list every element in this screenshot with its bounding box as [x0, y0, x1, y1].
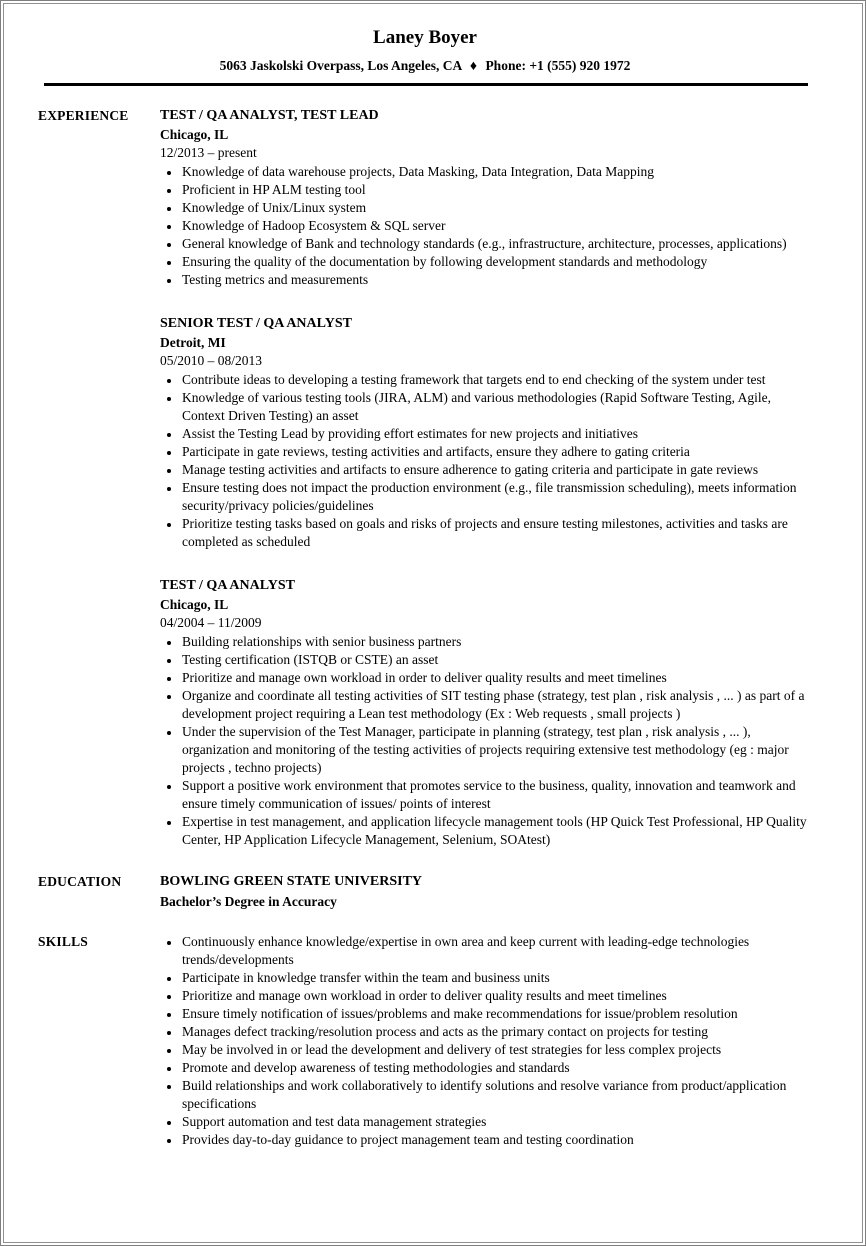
job-title: SENIOR TEST / QA ANALYST [160, 316, 352, 331]
list-item: • Participate in gate reviews, testing activities and artifacts, ensure they adhere to gating criteria [181, 443, 812, 461]
resume-header [38, 26, 812, 86]
list-item: • Promote and develop awareness of testing methodologies and standards [181, 1059, 812, 1077]
list-item: • Participate in knowledge transfer within the team and business units [181, 969, 812, 987]
list-item: • Knowledge of Hadoop Ecosystem & SQL server [181, 217, 812, 235]
skills-bullet-list [160, 933, 812, 1149]
list-item: • Prioritize and manage own workload in order to deliver quality results and meet timelines [181, 669, 812, 687]
list-item: • Knowledge of data warehouse projects, Data Masking, Data Integration, Data Mapping [181, 163, 812, 181]
list-item: • Building relationships with senior business partners [181, 633, 812, 651]
job-dates: 04/2004 – 11/2009 [160, 615, 262, 630]
resume-page-inner [3, 3, 863, 1243]
job-dates: 05/2010 – 08/2013 [160, 353, 263, 368]
degree-name: Bachelor’s Degree in Accuracy [160, 894, 337, 909]
job-title: TEST / QA ANALYST [160, 578, 296, 593]
list-item: • Prioritize testing tasks based on goals and risks of projects and ensure testing milestones, activities and tasks are completed as scheduled [181, 515, 812, 551]
list-item: • Ensuring the quality of the documentation by following development standards and methodology [181, 253, 812, 271]
person-name: Laney Boyer [373, 27, 477, 48]
education-content [160, 872, 812, 911]
list-item: • Prioritize and manage own workload in order to deliver quality results and meet timelines [181, 987, 812, 1005]
job-bullet-list [160, 163, 812, 289]
skills-content [160, 932, 812, 1149]
job-dates: 12/2013 – present [160, 145, 257, 160]
list-item: • Support automation and test data management strategies [181, 1113, 812, 1131]
list-item: • General knowledge of Bank and technology standards (e.g., infrastructure, architecture, processes, applications) [181, 235, 812, 253]
list-item: • Support a positive work environment that promotes service to the business, quality, innovation and teamwork and ensure timely communication of issues/ points of interest [181, 777, 812, 813]
list-item: • Ensure timely notification of issues/problems and make recommendations for issue/problem resolution [181, 1005, 812, 1023]
list-item: • Knowledge of various testing tools (JIRA, ALM) and various methodologies (Rapid Software Testing, Agile, Context Driven Testing) an asset [181, 389, 812, 425]
list-item: • May be involved in or lead the development and delivery of test strategies for less complex projects [181, 1041, 812, 1059]
list-item: • Assist the Testing Lead by providing effort estimates for new projects and initiatives [181, 425, 812, 443]
list-item: • Provides day-to-day guidance to project management team and testing coordination [181, 1131, 812, 1149]
list-item: • Contribute ideas to developing a testing framework that targets end to end checking of the system under test [181, 371, 812, 389]
section-label-education: EDUCATION [38, 874, 122, 889]
job-location: Chicago, IL [160, 127, 229, 142]
list-item: • Testing metrics and measurements [181, 271, 812, 289]
list-item: • Manages defect tracking/resolution process and acts as the primary contact on projects for testing [181, 1023, 812, 1041]
job-title: TEST / QA ANALYST, TEST LEAD [160, 108, 379, 123]
contact-line [38, 57, 812, 75]
experience-content [160, 106, 812, 849]
list-item: • Continuously enhance knowledge/expertise in own area and keep current with leading-edge technologies trends/developments [181, 933, 812, 969]
list-item: • Knowledge of Unix/Linux system [181, 199, 812, 217]
job-bullet-list [160, 371, 812, 551]
school-name: BOWLING GREEN STATE UNIVERSITY [160, 874, 423, 889]
list-item: • Proficient in HP ALM testing tool [181, 181, 812, 199]
address-text: 5063 Jaskolski Overpass, Los Angeles, CA [219, 58, 462, 73]
job-entry [160, 576, 812, 849]
diamond-separator-icon: ♦ [469, 59, 478, 74]
list-item: • Organize and coordinate all testing activities of SIT testing phase (strategy, test plan , risk analysis , ... ) as part of a development project requiring a Lean test methodology (Ex : Web requests , small projects ) [181, 687, 812, 723]
job-bullet-list [160, 633, 812, 849]
job-entry [160, 106, 812, 289]
section-experience [38, 106, 812, 849]
job-location: Chicago, IL [160, 597, 229, 612]
section-label-skills: SKILLS [38, 934, 88, 949]
job-location: Detroit, MI [160, 335, 226, 350]
section-skills [38, 932, 812, 1149]
list-item: • Manage testing activities and artifacts to ensure adherence to gating criteria and participate in gate reviews [181, 461, 812, 479]
list-item: • Ensure testing does not impact the production environment (e.g., file transmission scheduling), meets information security/privacy policies/guidelines [181, 479, 812, 515]
job-entry [160, 314, 812, 551]
phone-text: Phone: +1 (555) 920 1972 [485, 58, 631, 73]
list-item: • Testing certification (ISTQB or CSTE) an asset [181, 651, 812, 669]
header-divider [44, 83, 808, 86]
section-education [38, 872, 812, 911]
list-item: • Expertise in test management, and application lifecycle management tools (HP Quick Test Professional, HP Quality Center, HP Application Lifecycle Management, Selenium, SOAtest) [181, 813, 812, 849]
section-label-experience: EXPERIENCE [38, 108, 129, 123]
list-item: • Under the supervision of the Test Manager, participate in planning (strategy, test plan , risk analysis , ... ), organization and monitoring of the testing activities of projects requiring extensive test methodology (eg : major projects , techno projects) [181, 723, 812, 777]
list-item: • Build relationships and work collaboratively to identify solutions and resolve variance from product/application specifications [181, 1077, 812, 1113]
